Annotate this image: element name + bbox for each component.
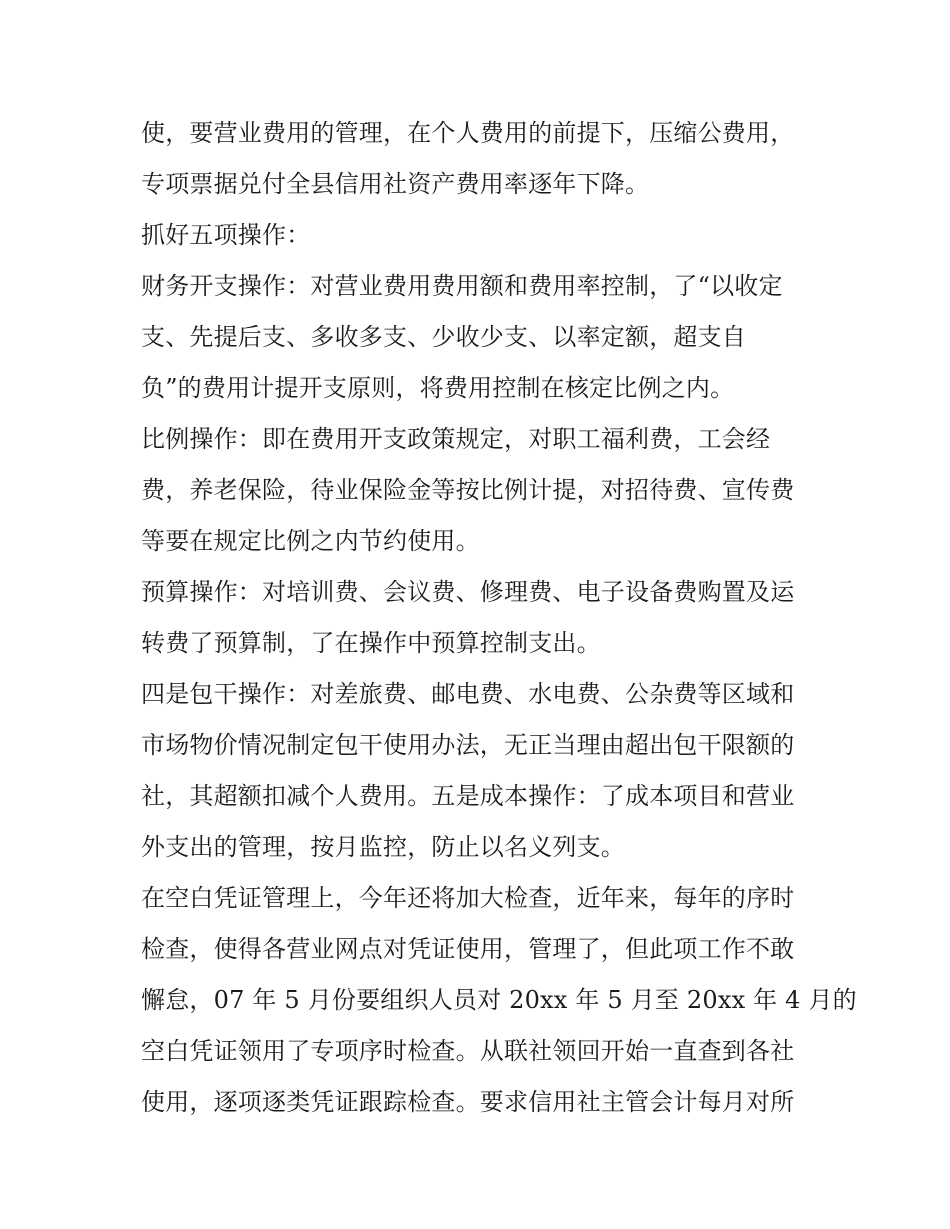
- text-line: 支、先提后支、多收多支、少收少支、以率定额，超支自: [141, 323, 746, 351]
- text-line: 懈怠，07 年 5 月份要组织人员对 20xx 年 5 月至 20xx 年 4 月的: [141, 986, 857, 1014]
- text-line: 使用，逐项逐类凭证跟踪检查。要求信用社主管会计每月对所: [141, 1088, 795, 1116]
- text-line: 财务开支操作：对营业费用费用额和费用率控制，了“以收定: [141, 272, 783, 300]
- document-body: [141, 108, 857, 1128]
- text-line: 检查，使得各营业网点对凭证使用，管理了，但此项工作不敢: [141, 935, 795, 963]
- text-line: 外支出的管理，按月监控，防止以名义列支。: [141, 833, 625, 861]
- text-line: 空白凭证领用了专项序时检查。从联社领回开始一直查到各社: [141, 1037, 795, 1065]
- text-line: 社，其超额扣减个人费用。五是成本操作：了成本项目和营业: [141, 782, 795, 810]
- text-line: 转费了预算制，了在操作中预算控制支出。: [141, 629, 601, 657]
- text-line: 负”的费用计提开支原则，将费用控制在核定比例之内。: [141, 374, 735, 402]
- text-line: 市场物价情况制定包干使用办法，无正当理由超出包干限额的: [141, 731, 795, 759]
- text-line: 使，要营业费用的管理，在个人费用的前提下，压缩公费用，: [141, 119, 795, 147]
- text-line: 专项票据兑付全县信用社资产费用率逐年下降。: [141, 170, 650, 198]
- text-line: 费，养老保险，待业保险金等按比例计提，对招待费、宣传费: [141, 476, 795, 504]
- text-line: 等要在规定比例之内节约使用。: [141, 527, 480, 555]
- text-line: 比例操作：即在费用开支政策规定，对职工福利费，工会经: [141, 425, 771, 453]
- text-line: 预算操作：对培训费、会议费、修理费、电子设备费购置及运: [141, 578, 795, 606]
- text-line: 四是包干操作：对差旅费、邮电费、水电费、公杂费等区域和: [141, 680, 795, 708]
- text-line: 在空白凭证管理上，今年还将加大检查，近年来，每年的序时: [141, 884, 795, 912]
- text-line: 抓好五项操作：: [141, 221, 311, 249]
